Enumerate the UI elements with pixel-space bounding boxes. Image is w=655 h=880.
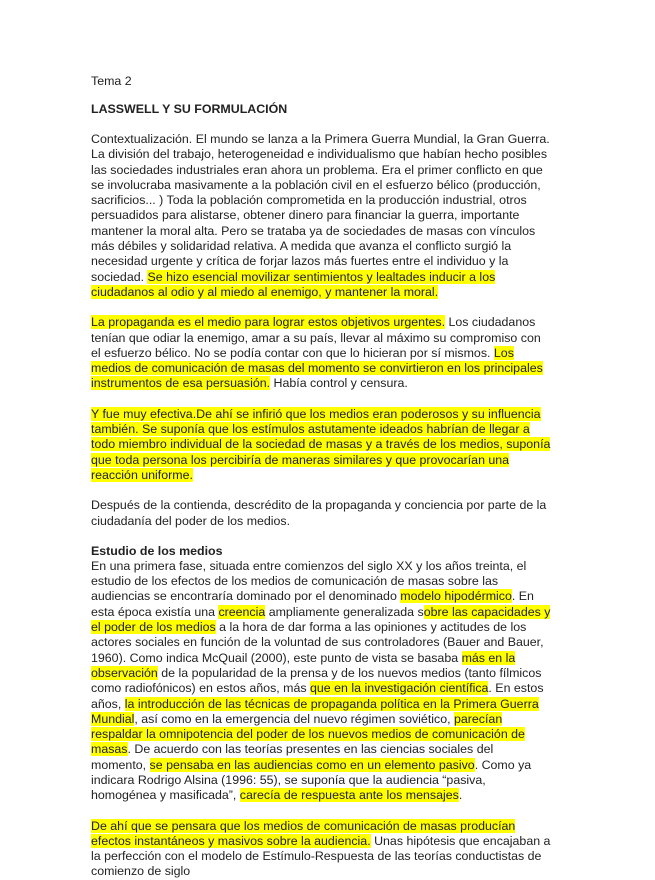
text-run: Unas hipótesis que encajaban a la perfección con el modelo de Estímulo-Respuesta de las teorías conductistas de comienzo de siglo (91, 833, 551, 879)
highlighted-text: más en la observación (91, 650, 516, 680)
highlighted-text: la introducción de las técnicas de propaganda política en la Primera Guerra Mundial (91, 696, 539, 726)
highlighted-text: De ahí que se pensara que los medios de comunicación de masas producían efectos instantáneos y masivos sobre la audiencia. (91, 818, 516, 848)
text-run: Había control y censura. (270, 376, 408, 391)
highlighted-text: La propaganda es el medio para lograr estos objetivos urgentes. (91, 315, 446, 330)
paragraph (91, 819, 551, 880)
text-run: Después de la contienda, descrédito de la propaganda y conciencia por parte de la ciudadanía del poder de los medios. (91, 498, 547, 528)
highlighted-text: Y fue muy efectiva.De ahí se infirió que los medios eran poderosos y su influencia también. Se suponía que los estímulos astutamente ideados habrían de llegar a todo miembro individual de la sociedad de masas y a través de los medios, suponía que toda persona los percibiría de maneras similares y que provocarían una reacción uniforme. (91, 406, 551, 482)
highlighted-text: que en la investigación científica (310, 681, 489, 696)
text-run: En una primera fase, situada entre comienzos del siglo XX y los años treinta, el estudio de los efectos de los medios de comunicación de masas sobre las audiencias se encontraría dominado por el denominado (91, 558, 527, 604)
text-run: . Como ya indicara Rodrigo Alsina (1996: 55), se suponía que la audiencia “pasiva, homogénea y masificada”, (91, 757, 532, 803)
paragraph (91, 407, 551, 483)
text-run: de la popularidad de la prensa y de los nuevos medios (tanto fílmicos como radiofónicos) en estos años, más (91, 665, 542, 696)
text-run: . De acuerdo con las teorías presentes en las ciencias sociales del momento, (91, 742, 494, 772)
text-run: . En estos años, (91, 681, 544, 711)
text-run: , así como en la emergencia del nuevo régimen soviético, (134, 711, 454, 726)
topic-label: Tema 2 (91, 74, 132, 88)
highlighted-text: Los medios de comunicación de masas del momento se convirtieron en los principales instrumentos de esa persuasión. (91, 345, 543, 391)
section-heading: Estudio de los medios (91, 543, 223, 558)
text-run: . En esta época existía una (91, 589, 534, 619)
text-run: Contextualización. El mundo se lanza a la Primera Guerra Mundial, la Gran Guerra. La división del trabajo, heterogeneidad e individualismo que habían hecho posibles las sociedades industriales eran ahora un problema. Era el primer conflicto en que se involucraba masivamente a la población civil en el esfuerzo bélico (producción, sacrificios... ) Toda la población comprometida en la producción industrial, otros persuadidos para alistarse, obtener dinero para financiar la guerra, importante mantener la moral alta. Pero se trataba ya de sociedades de masas con vínculos más débiles y solidaridad relativa. A medida que avanza el conflicto surgió la necesidad urgente y crítica de forjar lazos más fuertes entre el individuo y la sociedad. (91, 132, 550, 284)
text-run: a la hora de dar forma a las opiniones y actitudes de los actores sociales en función de la voluntad de sus controladores (Bauer and Bauer, 1960). Como indica McQuail (2000), este punto de vista se basaba (91, 620, 544, 665)
highlighted-text: carecía de respuesta ante los mensajes (239, 788, 459, 803)
highlighted-text: Se hizo esencial movilizar sentimientos y lealtades inducir a los ciudadanos al odio y al miedo al enemigo, y mantener la moral. (91, 269, 496, 299)
context-section (91, 132, 551, 529)
paragraph (91, 132, 551, 300)
paragraph (91, 315, 551, 391)
text-run: . (458, 788, 463, 803)
text-run: Los ciudadanos tenían que odiar la enemigo, amar a su país, llevar al máximo su compromiso con el esfuerzo bélico. No se podía contar con que lo hicieran por sí mismos. (91, 315, 541, 360)
highlighted-text: parecían respaldar la omnipotencia del poder de los nuevos medios de comunicación de masas (91, 711, 525, 757)
media-study-section (91, 544, 551, 880)
document-title: LASSWELL Y SU FORMULACIÓN (91, 102, 288, 116)
paragraph (91, 559, 551, 804)
highlighted-text: creencia (218, 604, 266, 619)
paragraph (91, 498, 551, 529)
highlighted-text: obre las capacidades y el poder de los medios (91, 604, 551, 635)
highlighted-text: se pensaba en las audiencias como en un elemento pasivo (149, 757, 475, 772)
text-run: ampliamente generalizada s (265, 604, 424, 619)
highlighted-text: modelo hipodérmico (400, 589, 512, 604)
